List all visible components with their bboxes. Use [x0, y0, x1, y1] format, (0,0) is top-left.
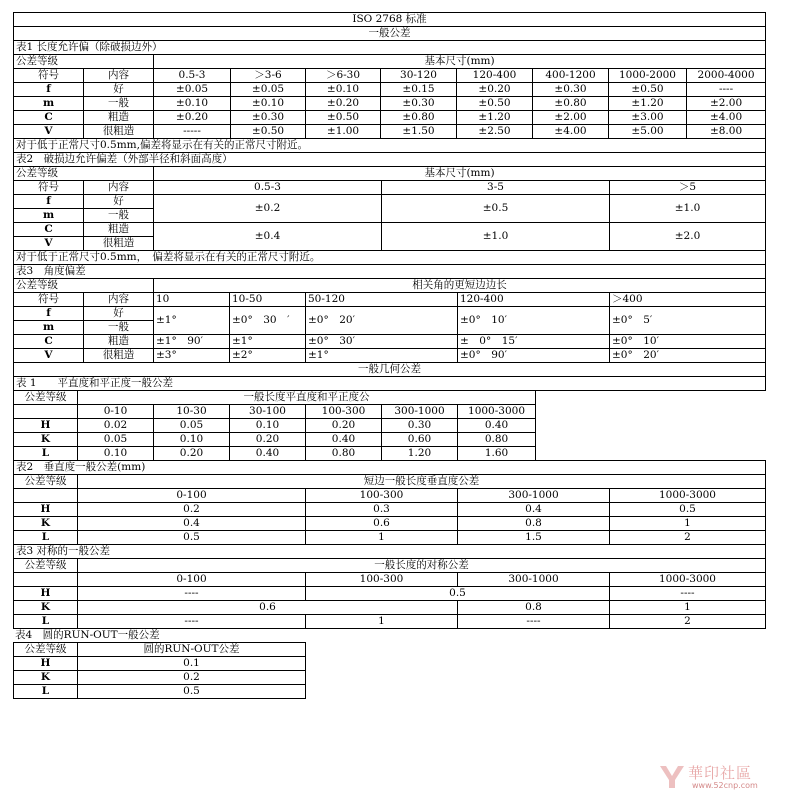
section-general-tolerance: 一般公差	[14, 27, 766, 41]
t1-grade-label: 公差等级	[14, 55, 154, 69]
table-row	[14, 111, 766, 125]
t1-range: ＞6-30	[306, 69, 381, 83]
g1-val: 0.60	[382, 433, 458, 447]
t3-val: ±2°	[230, 349, 306, 363]
table3-angular	[13, 278, 766, 363]
g1-val: 0.40	[306, 433, 382, 447]
g2-range: 100-300	[306, 489, 458, 503]
t3-val: ±3°	[154, 349, 230, 363]
t3-sym: C	[14, 335, 84, 349]
table-row	[14, 125, 766, 139]
t2-sym: V	[14, 237, 84, 251]
g1-grade-label: 公差等级	[14, 391, 78, 405]
t3-val: ±0° 30 ′	[230, 307, 306, 335]
g1-val: 0.10	[78, 447, 154, 461]
g1-val: 0.20	[306, 419, 382, 433]
t3-range: 10-50	[230, 293, 306, 307]
t1-range: 0.5-3	[154, 69, 231, 83]
t1-val: ±0.80	[381, 111, 457, 125]
g2-val: 0.2	[78, 503, 306, 517]
g4-header: 圆的RUN-OUT公差	[78, 643, 306, 657]
g3-title-row	[13, 544, 766, 559]
g4-title: 表4 圆的RUN-OUT一般公差	[15, 629, 160, 641]
t1-val: ±0.80	[533, 97, 609, 111]
g1-val: 0.30	[382, 419, 458, 433]
g2-val: 2	[610, 531, 766, 545]
g2-range: 300-1000	[458, 489, 610, 503]
t1-sym: V	[14, 125, 84, 139]
t2-val: ±1.0	[382, 223, 610, 251]
g1-sym: L	[14, 447, 78, 461]
g3-val: 0.6	[78, 601, 458, 615]
t2-sym-label: 符号	[14, 181, 84, 195]
t1-val: ±0.50	[306, 111, 381, 125]
g3-sym: H	[14, 587, 78, 601]
t3-grade-label: 公差等级	[14, 279, 154, 293]
g3-val: 1	[306, 615, 458, 629]
t1-range: 1000-2000	[609, 69, 687, 83]
g3-range: 300-1000	[458, 573, 610, 587]
t3-range: ＞400	[610, 293, 766, 307]
g4-grade-label: 公差等级	[14, 643, 78, 657]
t3-range: 10	[154, 293, 230, 307]
doc-title: ISO 2768 标准	[14, 13, 766, 27]
g4-sym: K	[14, 671, 78, 685]
g3-val: 1	[610, 601, 766, 615]
g1-val: 0.40	[458, 419, 536, 433]
t3-val: ±0° 90′	[458, 349, 610, 363]
g1-header: 一般长度平直度和平正度公	[78, 391, 536, 405]
t1-val: ±0.30	[533, 83, 609, 97]
t3-sym: V	[14, 349, 84, 363]
table-row	[14, 335, 766, 349]
t3-desc: 一般	[84, 321, 154, 335]
t1-val: ±4.00	[687, 111, 766, 125]
table1-linear-tolerance	[13, 54, 766, 139]
g4-sym: H	[14, 657, 78, 671]
g4-val: 0.2	[78, 671, 306, 685]
t3-val: ±1°	[154, 307, 230, 335]
watermark	[652, 762, 772, 792]
g2-val: 0.5	[78, 531, 306, 545]
g1-range: 100-300	[306, 405, 382, 419]
t2-sym: f	[14, 195, 84, 209]
g1-val: 0.05	[78, 433, 154, 447]
g1-val: 0.20	[154, 447, 230, 461]
g2-val: 1	[306, 531, 458, 545]
watermark-text: 華印社區	[688, 764, 753, 782]
t1-sym: C	[14, 111, 84, 125]
t1-val: ±0.15	[381, 83, 457, 97]
t3-content-label: 内容	[84, 293, 154, 307]
g2-sym: K	[14, 517, 78, 531]
g1-val: 0.10	[230, 419, 306, 433]
g4-val: 0.1	[78, 657, 306, 671]
g1-val: 0.40	[230, 447, 306, 461]
t1-val: ±0.50	[231, 125, 306, 139]
t2-range: 0.5-3	[154, 181, 382, 195]
g1-flatness-table	[13, 390, 536, 461]
t1-val: ±0.20	[457, 83, 533, 97]
t3-sym-label: 符号	[14, 293, 84, 307]
table-row	[14, 195, 766, 209]
table-row	[14, 615, 766, 629]
g2-val: 0.4	[78, 517, 306, 531]
table-row	[14, 97, 766, 111]
t1-val: ±0.50	[609, 83, 687, 97]
watermark-logo-icon	[658, 764, 686, 790]
g3-title: 表3 对称的一般公差	[14, 545, 766, 559]
t2-size-label: 基本尺寸(mm)	[154, 167, 766, 181]
t1-val: ±2.00	[687, 97, 766, 111]
table-row	[14, 657, 306, 671]
t1-val: ±0.50	[457, 97, 533, 111]
t1-val: ±8.00	[687, 125, 766, 139]
t3-sym: f	[14, 307, 84, 321]
t2-grade-label: 公差等级	[14, 167, 154, 181]
g1-val: 1.20	[382, 447, 458, 461]
t2-desc: 粗造	[84, 223, 154, 237]
t1-range: 30-120	[381, 69, 457, 83]
g1-range: 300-1000	[382, 405, 458, 419]
g3-val: ----	[458, 615, 610, 629]
t2-val: ±1.0	[610, 195, 766, 223]
g1-val: 0.80	[306, 447, 382, 461]
g1-val: 0.80	[458, 433, 536, 447]
table-row	[14, 587, 766, 601]
t3-sym: m	[14, 321, 84, 335]
t3-val: ±0° 5′	[610, 307, 766, 335]
t1-sym: f	[14, 83, 84, 97]
table-row	[14, 447, 536, 461]
g3-sym: K	[14, 601, 78, 615]
t2-desc: 一般	[84, 209, 154, 223]
g3-val: 2	[610, 615, 766, 629]
g3-range: 100-300	[306, 573, 458, 587]
t3-val: ±0° 20′	[610, 349, 766, 363]
table1-title: 表1 长度允许偏（除破损边外）	[14, 41, 766, 55]
watermark-url: www.52cnp.com	[692, 781, 758, 790]
t1-val: ±0.10	[154, 97, 231, 111]
g3-val: 0.8	[458, 601, 610, 615]
g2-val: 0.8	[458, 517, 610, 531]
table-row	[14, 531, 766, 545]
g3-val: ----	[610, 587, 766, 601]
t1-val: ±3.00	[609, 111, 687, 125]
t2-val: ±2.0	[610, 223, 766, 251]
g1-val: 0.05	[154, 419, 230, 433]
g2-grade-label: 公差等级	[14, 475, 78, 489]
g2-val: 0.3	[306, 503, 458, 517]
t1-size-label: 基本尺寸(mm)	[154, 55, 766, 69]
g2-range: 1000-3000	[610, 489, 766, 503]
t3-desc: 很粗造	[84, 349, 154, 363]
t1-val: ±0.10	[306, 83, 381, 97]
table3-title: 表3 角度偏差	[14, 265, 766, 279]
t1-range: 120-400	[457, 69, 533, 83]
g4-sym: L	[14, 685, 78, 699]
table-row	[14, 671, 306, 685]
g2-val: 0.5	[610, 503, 766, 517]
t1-range: 2000-4000	[687, 69, 766, 83]
t3-val: ±0° 10′	[458, 307, 610, 335]
g2-title: 表2 垂直度一般公差(mm)	[14, 461, 766, 475]
t1-val: ±0.05	[231, 83, 306, 97]
g1-val: 1.60	[458, 447, 536, 461]
t1-val: ±2.50	[457, 125, 533, 139]
table-row	[14, 503, 766, 517]
table-row	[14, 419, 536, 433]
t1-val: ±1.00	[306, 125, 381, 139]
g3-range: 1000-3000	[610, 573, 766, 587]
t1-note: 对于低于正常尺寸0.5mm,偏差将显示在有关的正常尺寸附近。	[14, 139, 766, 153]
t1-val: ±0.30	[231, 111, 306, 125]
table2-title: 表2 破损边允许偏差（外部半径和斜面高度）	[14, 153, 766, 167]
t2-note: 对于低于正常尺寸0.5mm， 偏差将显示在有关的正常尺寸附近。	[14, 251, 766, 265]
section-geometric-tolerance: 一般几何公差	[14, 363, 766, 377]
g1-val: 0.20	[230, 433, 306, 447]
g1-val: 0.10	[154, 433, 230, 447]
t1-content-label: 内容	[84, 69, 154, 83]
table2-footer	[13, 250, 766, 279]
t1-sym: m	[14, 97, 84, 111]
g1-val: 0.02	[78, 419, 154, 433]
g1-title: 表 1 平直度和平正度一般公差	[14, 377, 766, 391]
t3-size-label: 相关角的更短边边长	[154, 279, 766, 293]
t1-desc: 很粗造	[84, 125, 154, 139]
g1-range: 10-30	[154, 405, 230, 419]
g2-sym: H	[14, 503, 78, 517]
table-row	[14, 517, 766, 531]
table-row	[14, 307, 766, 321]
g2-header: 短边一般长度垂直度公差	[78, 475, 766, 489]
t1-val: ±0.10	[231, 97, 306, 111]
g4-val: 0.5	[78, 685, 306, 699]
t2-desc: 好	[84, 195, 154, 209]
g1-range: 0-10	[78, 405, 154, 419]
table2-broken-edge	[13, 166, 766, 251]
t1-desc: 好	[84, 83, 154, 97]
table-row	[14, 601, 766, 615]
g2-range: 0-100	[78, 489, 306, 503]
table-row	[14, 349, 766, 363]
t1-val: ±0.30	[381, 97, 457, 111]
g3-sym: L	[14, 615, 78, 629]
g2-val: 0.4	[458, 503, 610, 517]
g1-range: 30-100	[230, 405, 306, 419]
g3-symmetry-table	[13, 558, 766, 629]
t2-sym: m	[14, 209, 84, 223]
t1-val: ±2.00	[533, 111, 609, 125]
t2-sym: C	[14, 223, 84, 237]
geometric-header	[13, 362, 766, 391]
g2-val: 1	[610, 517, 766, 531]
t3-desc: 好	[84, 307, 154, 321]
t1-val: ±0.05	[154, 83, 231, 97]
g2-perpendicularity-table	[13, 474, 766, 545]
g1-sym: H	[14, 419, 78, 433]
t3-val: ±1°	[306, 349, 458, 363]
table1-footer	[13, 138, 766, 167]
g2-val: 0.6	[306, 517, 458, 531]
g2-sym: L	[14, 531, 78, 545]
t2-content-label: 内容	[84, 181, 154, 195]
table-row	[14, 83, 766, 97]
t1-desc: 一般	[84, 97, 154, 111]
table-row	[14, 223, 766, 237]
t1-range: 400-1200	[533, 69, 609, 83]
t1-val: ±1.20	[609, 97, 687, 111]
t2-range: 3-5	[382, 181, 610, 195]
doc-header	[13, 12, 766, 55]
t1-val: -----	[154, 125, 231, 139]
t1-val: ±0.20	[154, 111, 231, 125]
t2-val: ±0.2	[154, 195, 382, 223]
t1-val: ±1.20	[457, 111, 533, 125]
t2-desc: 很粗造	[84, 237, 154, 251]
g3-val: ----	[78, 615, 306, 629]
t1-val: ±1.50	[381, 125, 457, 139]
g3-val: 0.5	[306, 587, 610, 601]
t3-range: 120-400	[458, 293, 610, 307]
t1-desc: 粗造	[84, 111, 154, 125]
g2-val: 1.5	[458, 531, 610, 545]
g1-sym: K	[14, 433, 78, 447]
t1-val: ----	[687, 83, 766, 97]
g1-range: 1000-3000	[458, 405, 536, 419]
t3-val: ±0° 20′	[306, 307, 458, 335]
t3-val: ±1° 90′	[154, 335, 230, 349]
t2-val: ±0.4	[154, 223, 382, 251]
t2-range: ＞5	[610, 181, 766, 195]
t3-val: ±1°	[230, 335, 306, 349]
g3-grade-label: 公差等级	[14, 559, 78, 573]
t3-desc: 粗造	[84, 335, 154, 349]
t3-range: 50-120	[306, 293, 458, 307]
t1-range: ＞3-6	[231, 69, 306, 83]
t1-val: ±4.00	[533, 125, 609, 139]
t3-val: ±0° 30′	[306, 335, 458, 349]
g3-range: 0-100	[78, 573, 306, 587]
g3-val: ----	[78, 587, 306, 601]
iso-2768-document	[13, 12, 765, 699]
g3-header: 一般长度的对称公差	[78, 559, 766, 573]
t3-val: ± 0° 15′	[458, 335, 610, 349]
t3-val: ±0° 10′	[610, 335, 766, 349]
t2-val: ±0.5	[382, 195, 610, 223]
g4-runout-table	[13, 642, 306, 699]
table-row	[14, 433, 536, 447]
t1-val: ±5.00	[609, 125, 687, 139]
table-row	[14, 685, 306, 699]
t1-sym-label: 符号	[14, 69, 84, 83]
t1-val: ±0.20	[306, 97, 381, 111]
g2-title-row	[13, 460, 766, 475]
